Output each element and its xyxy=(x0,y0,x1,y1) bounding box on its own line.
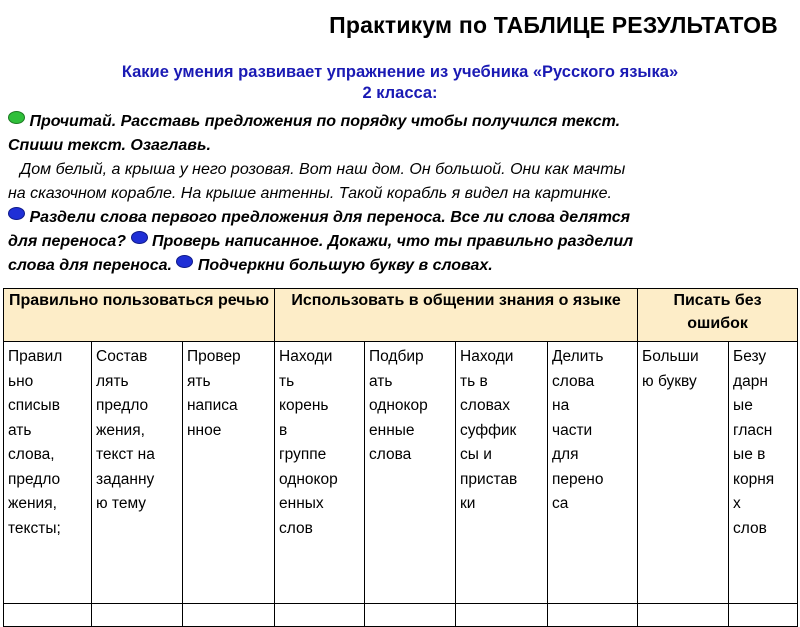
skill-text-line: перено xyxy=(552,470,604,488)
skill-text-line: дарн xyxy=(733,372,768,390)
skill-text-line: части xyxy=(552,421,593,439)
task-3-line-1: Проверь написанное. Докажи, что ты правильно разделил xyxy=(151,233,634,250)
skills-row xyxy=(4,342,798,604)
skill-text-line: Подбир xyxy=(369,348,424,365)
exercise-text-line-1: Дом белый, а крыша у него розовая. Вот наш дом. Он большой. Они как мачты xyxy=(20,161,626,178)
skill-text-line: пристав xyxy=(460,470,518,488)
task-2-line-2: для переноса? xyxy=(8,233,127,250)
skill-text-line: однокор xyxy=(369,397,428,414)
empty-row xyxy=(4,604,798,627)
skill-text-line: написа xyxy=(187,397,238,414)
task-1-line-2: Спиши текст. Озаглавь. xyxy=(8,137,211,154)
skill-text-line: однокор xyxy=(279,470,338,488)
skill-text-line: группе xyxy=(279,446,327,463)
skill-text-line: енные xyxy=(369,421,415,439)
empty-cell xyxy=(275,604,365,627)
header-row xyxy=(4,289,798,342)
task-2-line-1: Раздели слова первого предложения для переноса. Все ли слова делятся xyxy=(29,209,631,226)
skill-text-line: ать xyxy=(369,372,393,390)
skill-text-line: тексты; xyxy=(8,519,61,537)
skill-text-line: предло xyxy=(8,470,61,488)
skill-text-line: текст на xyxy=(96,446,155,463)
skill-text-line: нное xyxy=(187,421,222,439)
skill-text-line: для xyxy=(552,446,579,463)
skill-text-line: слов xyxy=(279,519,313,537)
header-language-knowledge: Использовать в общении знания о языке xyxy=(275,289,638,342)
skill-cell xyxy=(4,342,92,604)
skill-text-line: са xyxy=(552,495,569,512)
skill-text-line: Делить xyxy=(552,348,604,365)
skill-text-line: заданну xyxy=(96,470,155,488)
blue-dot-icon xyxy=(176,255,193,268)
skill-text-line: Состав xyxy=(96,348,148,365)
skill-text-line: ые в xyxy=(733,446,766,463)
question-line-1: Какие умения развивает упражнение из учебника «Русского языка» xyxy=(121,63,679,81)
skill-text-line: енных xyxy=(279,495,324,512)
skill-text-line: жения, xyxy=(8,495,57,512)
skill-text-line: слова xyxy=(552,372,595,390)
skill-cell xyxy=(365,342,456,604)
blue-dot-icon xyxy=(8,207,25,220)
skill-text-line: словах xyxy=(460,397,511,414)
task-4: Подчеркни большую букву в словах. xyxy=(197,257,493,274)
skill-text-line: Больши xyxy=(642,348,699,365)
question-line-2: 2 класса: xyxy=(362,84,438,102)
skill-text-line: предло xyxy=(96,397,149,414)
skill-text-line: Находи xyxy=(279,348,333,365)
empty-cell xyxy=(4,604,92,627)
question-heading xyxy=(0,62,800,104)
green-dot-icon xyxy=(8,111,25,124)
skill-text-line: суффик xyxy=(460,421,517,439)
skill-text-line: корень xyxy=(279,397,329,414)
skill-text-line: сы и xyxy=(460,446,492,463)
skill-cell xyxy=(548,342,638,604)
skill-text-line: корня xyxy=(733,470,775,488)
skill-text-line: гласн xyxy=(733,421,773,439)
task-1-line-1: Прочитай. Расставь предложения по порядку чтобы получился текст. xyxy=(29,113,621,130)
empty-cell xyxy=(92,604,183,627)
empty-cell xyxy=(729,604,798,627)
skill-text-line: ые xyxy=(733,397,753,414)
skill-text-line: списыв xyxy=(8,397,60,414)
skill-text-line: ять xyxy=(187,372,211,390)
skill-text-line: ьно xyxy=(8,372,34,390)
skill-text-line: Провер xyxy=(187,348,241,365)
skill-text-line: Находи xyxy=(460,348,514,365)
empty-cell xyxy=(548,604,638,627)
exercise-text xyxy=(8,110,794,278)
skill-text-line: в xyxy=(279,421,288,439)
slide-title: Практикум по ТАБЛИЦЕ РЕЗУЛЬТАТОВ xyxy=(329,12,778,38)
blue-dot-icon xyxy=(131,231,148,244)
skill-text-line: ть xyxy=(279,372,295,390)
exercise-text-line-2: на сказочном корабле. На крыше антенны. Такой корабль я видел на картинке. xyxy=(8,185,612,202)
skill-text-line: Безу xyxy=(733,348,767,365)
skill-text-line: слов xyxy=(733,519,767,537)
results-table xyxy=(3,288,798,627)
skill-text-line: Правил xyxy=(8,348,63,365)
empty-cell xyxy=(638,604,729,627)
skill-text-line: ю букву xyxy=(642,372,697,390)
header-write-without-errors: Писать без ошибок xyxy=(638,289,798,342)
skill-cell xyxy=(92,342,183,604)
skill-text-line: слова, xyxy=(8,446,55,463)
skill-text-line: лять xyxy=(96,372,129,390)
skill-cell xyxy=(638,342,729,604)
skill-cell xyxy=(275,342,365,604)
skill-cell xyxy=(183,342,275,604)
empty-cell xyxy=(365,604,456,627)
skill-text-line: на xyxy=(552,397,570,414)
skill-cell xyxy=(456,342,548,604)
empty-cell xyxy=(456,604,548,627)
task-3-line-2: слова для переноса. xyxy=(8,257,172,274)
skill-text-line: ать xyxy=(8,421,32,439)
skill-text-line: слова xyxy=(369,446,412,463)
skill-text-line: х xyxy=(733,495,741,512)
header-speech: Правильно пользоваться речью xyxy=(4,289,275,342)
skill-text-line: ки xyxy=(460,495,476,512)
skill-cell xyxy=(729,342,798,604)
empty-cell xyxy=(183,604,275,627)
skill-text-line: ть в xyxy=(460,372,488,390)
skill-text-line: жения, xyxy=(96,421,145,439)
skill-text-line: ю тему xyxy=(96,495,147,512)
